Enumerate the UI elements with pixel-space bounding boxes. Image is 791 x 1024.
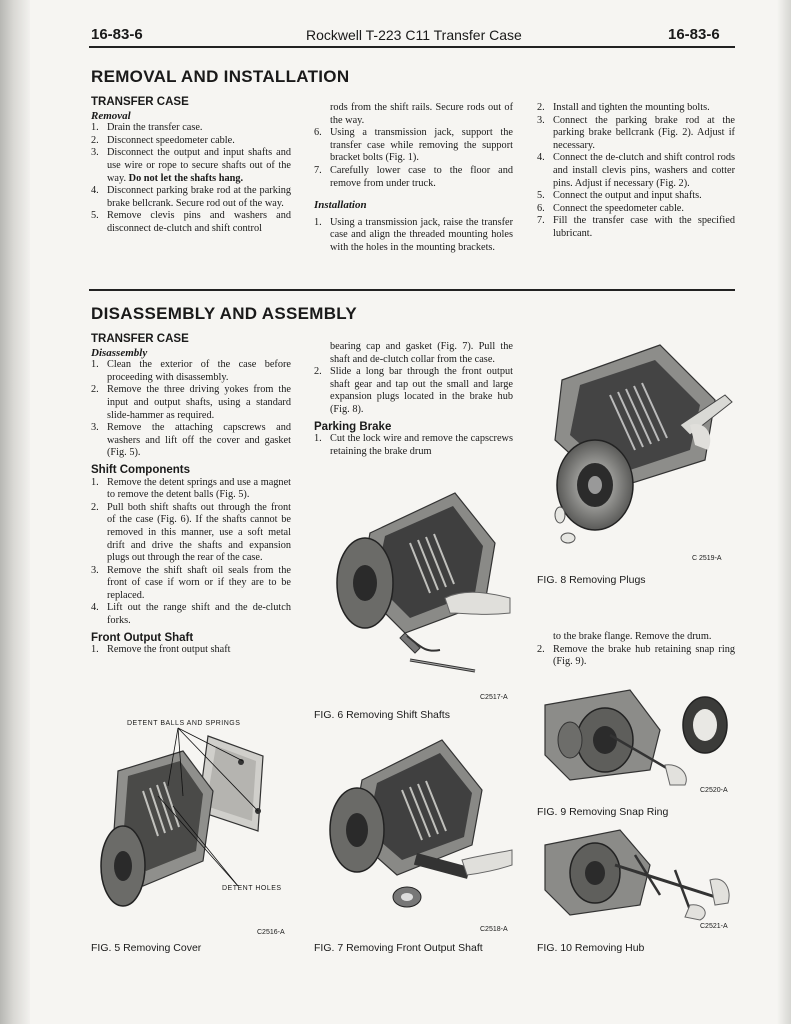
list-item: 1. Remove the detent springs and use a magnet to remove the detent balls (Fig. 5). <box>91 476 291 501</box>
removal-step-5-continued: rods from the shift rails. Secure rods out of the way. <box>330 102 513 126</box>
page-header-title: Rockwell T-223 C11 Transfer Case <box>306 27 522 43</box>
list-item: 3. Connect the parking brake rod at the parking brake bellcrank (Fig. 2). Adjust if necessary. <box>537 114 735 151</box>
parking-brake-steps-continued <box>537 644 735 669</box>
label-disassembly: Disassembly <box>91 346 148 359</box>
fig6-code: C2517-A <box>480 694 508 701</box>
section-divider <box>89 289 735 291</box>
front-output-steps <box>91 644 291 657</box>
installation-steps <box>314 217 513 255</box>
fig8-code: C 2519-A <box>692 555 722 562</box>
list-item: 2. Remove the brake hub retaining snap ring (Fig. 9). <box>537 643 735 668</box>
fig5-photo <box>98 716 298 926</box>
removal-steps <box>91 122 291 235</box>
list-item: 3. Remove the shift shaft oil seals from the front of case if worn or if they are to be replaced. <box>91 564 291 601</box>
list-item: 6. Using a transmission jack, support the transfer case while removing the support bracket bolts (Fig. 1). <box>314 127 513 164</box>
list-item: 2. Install and tighten the mounting bolts. <box>537 102 710 113</box>
removal-column-2 <box>314 102 513 255</box>
label-removal: Removal <box>91 109 131 122</box>
parking-brake-continued: to the brake flange. Remove the drum. <box>553 631 712 642</box>
header-rule <box>89 46 735 48</box>
subheading-transfer-case: TRANSFER CASE <box>91 96 189 108</box>
list-item: 1. Using a transmission jack, raise the transfer case and align the threaded mounting holes with the holes in the mounting brackets. <box>314 216 513 253</box>
list-item: 4. Lift out the range shift and the de-clutch forks. <box>91 602 291 627</box>
list-item: 1. Clean the exterior of the case before proceeding with disassembly. <box>91 359 291 383</box>
removal-column-3 <box>537 102 735 241</box>
fig9-caption: FIG. 9 Removing Snap Ring <box>537 806 669 818</box>
front-output-continued: bearing cap and gasket (Fig. 7). Pull the shaft and de-clutch collar from the case. <box>330 341 513 365</box>
page-number-right: 16-83-6 <box>668 26 720 43</box>
list-item: 2. Slide a long bar through the front output shaft gear and tap out the small and large expansion plugs located in the brake hub (Fig. 8). <box>314 366 513 415</box>
removal-column-1 <box>91 96 291 236</box>
fig8-photo <box>540 340 735 550</box>
list-item: 1. Drain the transfer case. <box>91 122 203 134</box>
fig10-photo <box>540 825 735 925</box>
subheading-front-output-shaft: Front Output Shaft <box>91 631 194 644</box>
fig7-caption: FIG. 7 Removing Front Output Shaft <box>314 942 483 954</box>
disassembly-column-3 <box>537 631 735 669</box>
list-item: 6. Connect the speedometer cable. <box>537 202 684 214</box>
subheading-parking-brake: Parking Brake <box>314 420 392 433</box>
list-item: 1. Remove the front output shaft <box>91 644 231 656</box>
disassembly-steps <box>91 359 291 460</box>
list-item: 4. Disconnect parking brake rod at the parking brake bellcrank. Secure rod out of the way. <box>91 185 291 209</box>
fig10-code: C2521-A <box>700 923 728 930</box>
page-binding-shadow <box>0 0 30 1024</box>
disassembly-column-1 <box>91 333 291 657</box>
list-item: 2. Disconnect speedometer cable. <box>91 134 235 146</box>
section-heading-removal: REMOVAL AND INSTALLATION <box>91 67 350 86</box>
fig7-photo <box>322 735 517 920</box>
disassembly-column-2 <box>314 341 513 458</box>
list-item: 2. Pull both shift shafts out through the front of the case (Fig. 6). If the shafts cannot be removed in this manner, use a soft metal drift and drive the shafts and expansion plugs out through the rear of the case. <box>91 501 291 564</box>
list-item: 3. Disconnect the output and input shafts and use wire or rope to secure shafts out of the way. Do not let the shafts hang. <box>91 147 291 184</box>
list-item: 4. Connect the de-clutch and shift control rods and install clevis pins, washers and cotter pins. Adjust if necessary (Fig. 2). <box>537 152 735 189</box>
subheading-shift-components: Shift Components <box>91 463 191 476</box>
section-heading-disassembly: DISASSEMBLY AND ASSEMBLY <box>91 304 358 323</box>
list-item: 2. Remove the three driving yokes from the input and output shafts, using a standard slide-hammer as required. <box>91 384 291 421</box>
shift-component-steps <box>91 477 291 628</box>
list-item: 5. Connect the output and input shafts. <box>537 190 702 202</box>
list-item: 7. Fill the transfer case with the specified lubricant. <box>537 215 735 239</box>
fig5-caption: FIG. 5 Removing Cover <box>91 942 202 954</box>
fig10-caption: FIG. 10 Removing Hub <box>537 942 645 954</box>
list-item: 5. Remove clevis pins and washers and disconnect de-clutch and shift control <box>91 210 291 234</box>
subheading-transfer-case-2: TRANSFER CASE <box>91 333 189 345</box>
page-number-left: 16-83-6 <box>91 26 143 43</box>
installation-steps-continued <box>537 102 735 241</box>
fig6-photo <box>325 488 515 683</box>
fig5-callout-detent-balls: DETENT BALLS AND SPRINGS <box>127 720 241 727</box>
list-item: 1. Cut the lock wire and remove the capscrews retaining the brake drum <box>314 433 513 457</box>
parking-brake-steps <box>314 433 513 458</box>
list-item: 7. Carefully lower case to the floor and remove from under truck. <box>314 164 513 189</box>
fig6-caption: FIG. 6 Removing Shift Shafts <box>314 709 450 721</box>
list-item: 3. Remove the attaching capscrews and washers and lift off the cover and gasket (Fig. 5). <box>91 422 291 459</box>
fig5-callout-detent-holes: DETENT HOLES <box>222 885 282 892</box>
fig8-caption: FIG. 8 Removing Plugs <box>537 574 646 586</box>
fig7-code: C2518-A <box>480 926 508 933</box>
fig5-code: C2516-A <box>257 929 285 936</box>
front-output-steps-continued <box>314 366 513 416</box>
label-installation: Installation <box>314 199 367 212</box>
removal-steps-continued <box>314 127 513 190</box>
fig9-photo <box>540 685 735 795</box>
fig9-code: C2520-A <box>700 787 728 794</box>
page-edge-shadow <box>777 0 791 1024</box>
